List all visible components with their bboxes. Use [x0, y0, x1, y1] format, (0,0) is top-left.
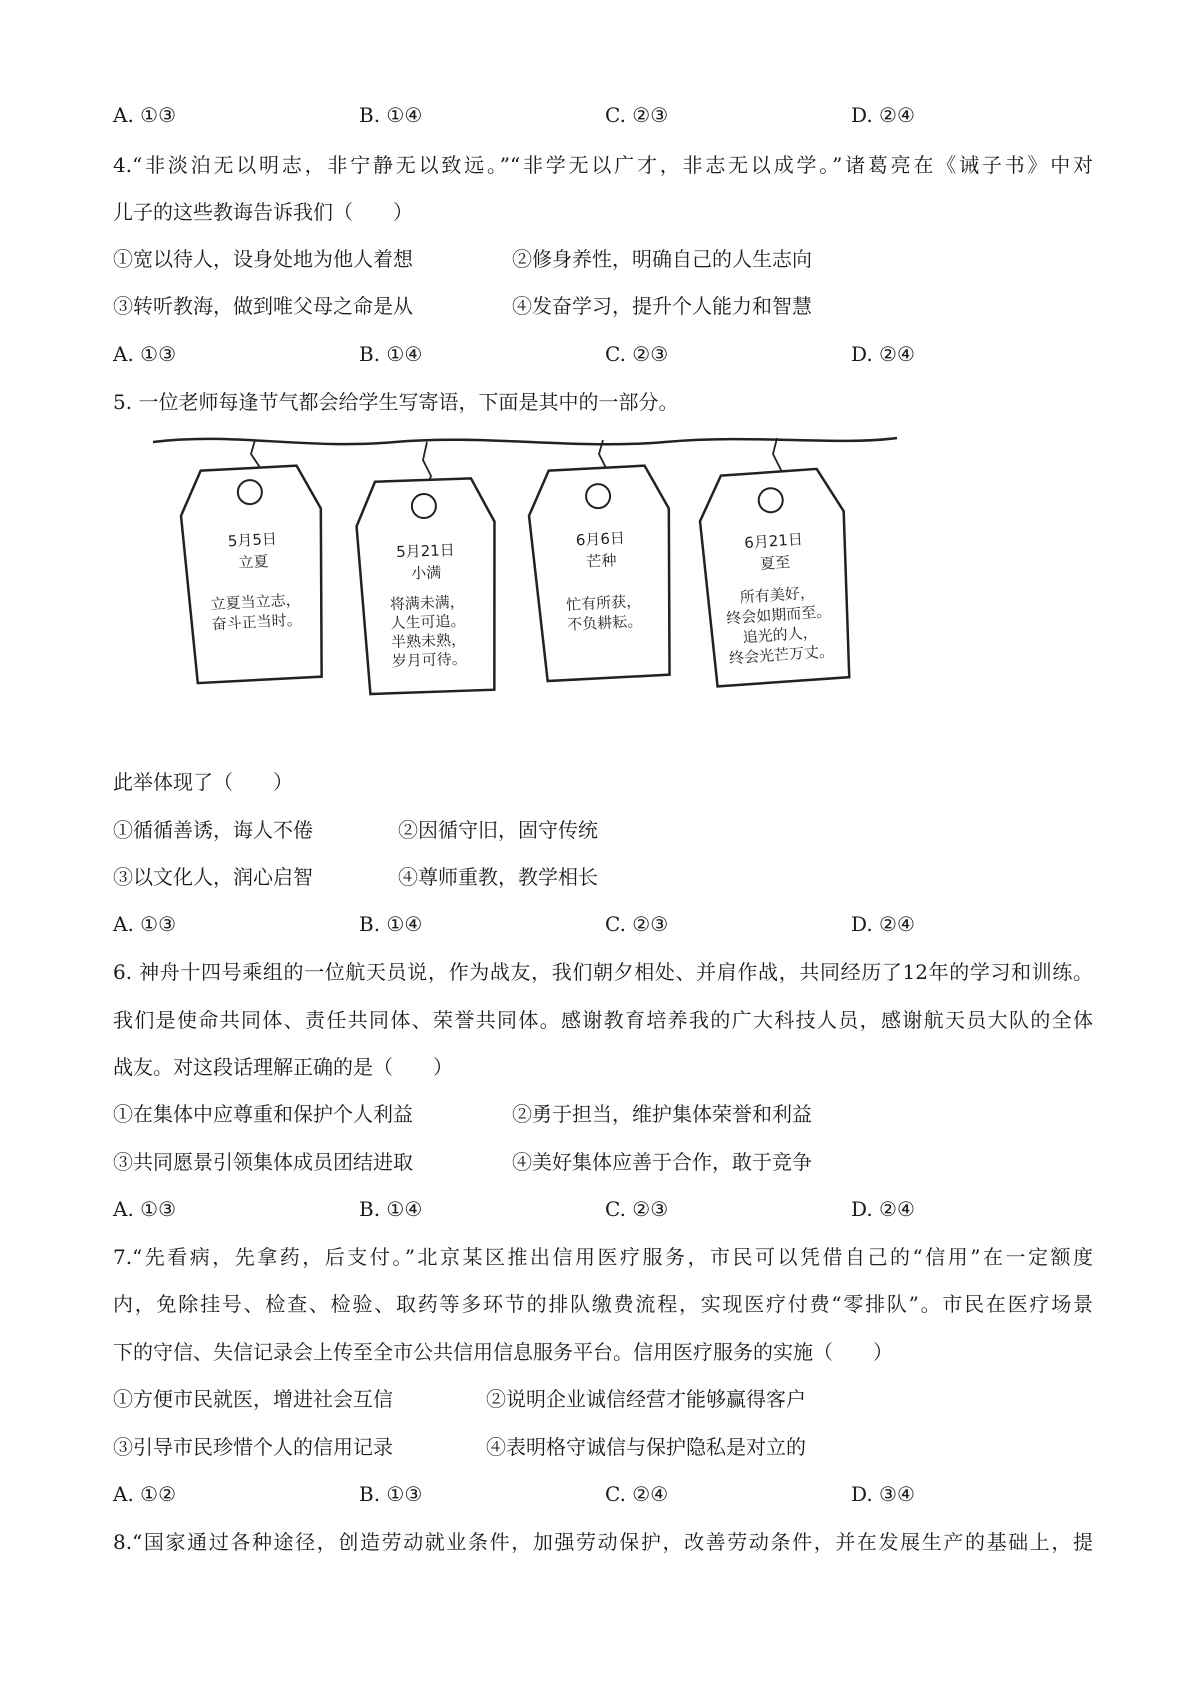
option-b: B. ①④	[359, 103, 423, 127]
tag-term: 小满	[410, 563, 442, 583]
option-a: A. ①③	[113, 1197, 177, 1221]
option-d: D. ②④	[851, 103, 915, 127]
tag-line: 终会如期而至。	[725, 602, 832, 628]
statement-2: ②勇于担当，维护集体荣誉和利益	[512, 1102, 812, 1126]
option-b: B. ①④	[359, 912, 423, 936]
tag-line: 立夏当立志，	[210, 590, 302, 614]
statement-4: ④尊师重教，教学相长	[398, 865, 598, 889]
option-d: D. ③④	[851, 1482, 915, 1506]
option-d: D. ②④	[851, 342, 915, 366]
tag-lixia	[179, 465, 330, 684]
question-stem: 内，免除挂号、检查、检验、取药等多环节的排队缴费流程，实现医疗付费“零排队”。市民在医疗场景	[113, 1292, 1093, 1316]
question-stem: 战友。对这段话理解正确的是（ ）	[113, 1055, 453, 1079]
statement-1: ①在集体中应尊重和保护个人利益	[113, 1102, 413, 1126]
statement-4: ④表明格守诚信与保护隐私是对立的	[486, 1435, 806, 1459]
statement-2: ②因循守旧，固守传统	[398, 818, 598, 842]
tag-date: 5月5日	[227, 529, 278, 551]
option-a: A. ①②	[113, 1482, 177, 1506]
hanging-string	[153, 438, 897, 444]
option-c: C. ②④	[605, 1482, 669, 1506]
question-stem: 5. 一位老师每逢节气都会给学生写寄语，下面是其中的一部分。	[113, 390, 679, 414]
option-c: C. ②③	[605, 103, 669, 127]
tag-line: 人生可追。	[390, 611, 466, 633]
question-stem: 我们是使命共同体、责任共同体、荣誉共同体。感谢教育培养我的广大科技人员，感谢航天员大队的全体	[113, 1008, 1093, 1032]
tag-line: 不负耕耘。	[566, 612, 643, 634]
option-c: C. ②③	[605, 912, 669, 936]
statement-2: ②说明企业诚信经营才能够赢得客户	[486, 1387, 806, 1411]
tag-term: 芒种	[586, 551, 617, 571]
question-stem: 8.“国家通过各种途径，创造劳动就业条件，加强劳动保护，改善劳动条件，并在发展生产的基础上，提	[113, 1530, 1093, 1554]
tag-date: 5月21日	[395, 541, 456, 562]
statement-2: ②修身养性，明确自己的人生志向	[512, 247, 812, 271]
question-stem: 6. 神舟十四号乘组的一位航天员说，作为战友，我们朝夕相处、并肩作战，共同经历了12年的学习和训练。	[113, 960, 1093, 984]
statement-3: ③引导市民珍惜个人的信用记录	[113, 1435, 393, 1459]
statement-4: ④美好集体应善于合作，敢于竞争	[512, 1150, 812, 1174]
option-a: A. ①③	[113, 912, 177, 936]
question-stem: 下的守信、失信记录会上传至全市公共信用信息服务平台。信用医疗服务的实施（ ）	[113, 1340, 893, 1364]
statement-4: ④发奋学习，提升个人能力和智慧	[512, 294, 812, 318]
option-a: A. ①③	[113, 103, 177, 127]
statement-3: ③以文化人，润心启智	[113, 865, 313, 889]
statement-1: ①宽以待人，设身处地为他人着想	[113, 247, 413, 271]
option-c: C. ②③	[605, 342, 669, 366]
tag-term: 夏至	[759, 553, 791, 574]
statement-1: ①方便市民就医，增进社会互信	[113, 1387, 393, 1411]
question-stem: 儿子的这些教诲告诉我们（ ）	[113, 200, 413, 224]
tag-date: 6月21日	[743, 530, 804, 553]
solar-term-tags-illustration	[145, 420, 905, 710]
tag-line: 将满未满，	[389, 592, 466, 614]
tag-line: 半熟未熟，	[390, 630, 467, 652]
tag-term: 立夏	[238, 552, 269, 572]
tag-line: 终会光芒万丈。	[728, 642, 835, 668]
tag-line: 忙有所获，	[565, 592, 642, 614]
option-b: B. ①④	[359, 342, 423, 366]
option-b: B. ①③	[359, 1482, 423, 1506]
tag-xiaoman	[355, 478, 500, 695]
tag-line: 岁月可待。	[391, 649, 468, 671]
tag-xiazhi	[697, 467, 855, 687]
statement-1: ①循循善诱，诲人不倦	[113, 818, 313, 842]
option-d: D. ②④	[851, 912, 915, 936]
option-d: D. ②④	[851, 1197, 915, 1221]
statement-3: ③转听教海，做到唯父母之命是从	[113, 294, 413, 318]
question-stem: 4.“非淡泊无以明志，非宁静无以致远。”“非学无以广才，非志无以成学。”诸葛亮在《诫子书》中对	[113, 153, 1093, 177]
question-prompt: 此举体现了（ ）	[113, 770, 293, 794]
tag-mangzhong	[527, 465, 678, 682]
tag-line: 奋斗正当时。	[211, 610, 303, 634]
question-stem: 7.“先看病，先拿药，后支付。”北京某区推出信用医疗服务，市民可以凭借自己的“信用”在一定额度	[113, 1245, 1093, 1269]
tag-line: 追光的人，	[742, 623, 819, 647]
option-a: A. ①③	[113, 342, 177, 366]
tag-date: 6月6日	[575, 528, 626, 550]
option-c: C. ②③	[605, 1197, 669, 1221]
option-b: B. ①④	[359, 1197, 423, 1221]
tag-line: 所有美好，	[739, 583, 816, 607]
statement-3: ③共同愿景引领集体成员团结进取	[113, 1150, 413, 1174]
